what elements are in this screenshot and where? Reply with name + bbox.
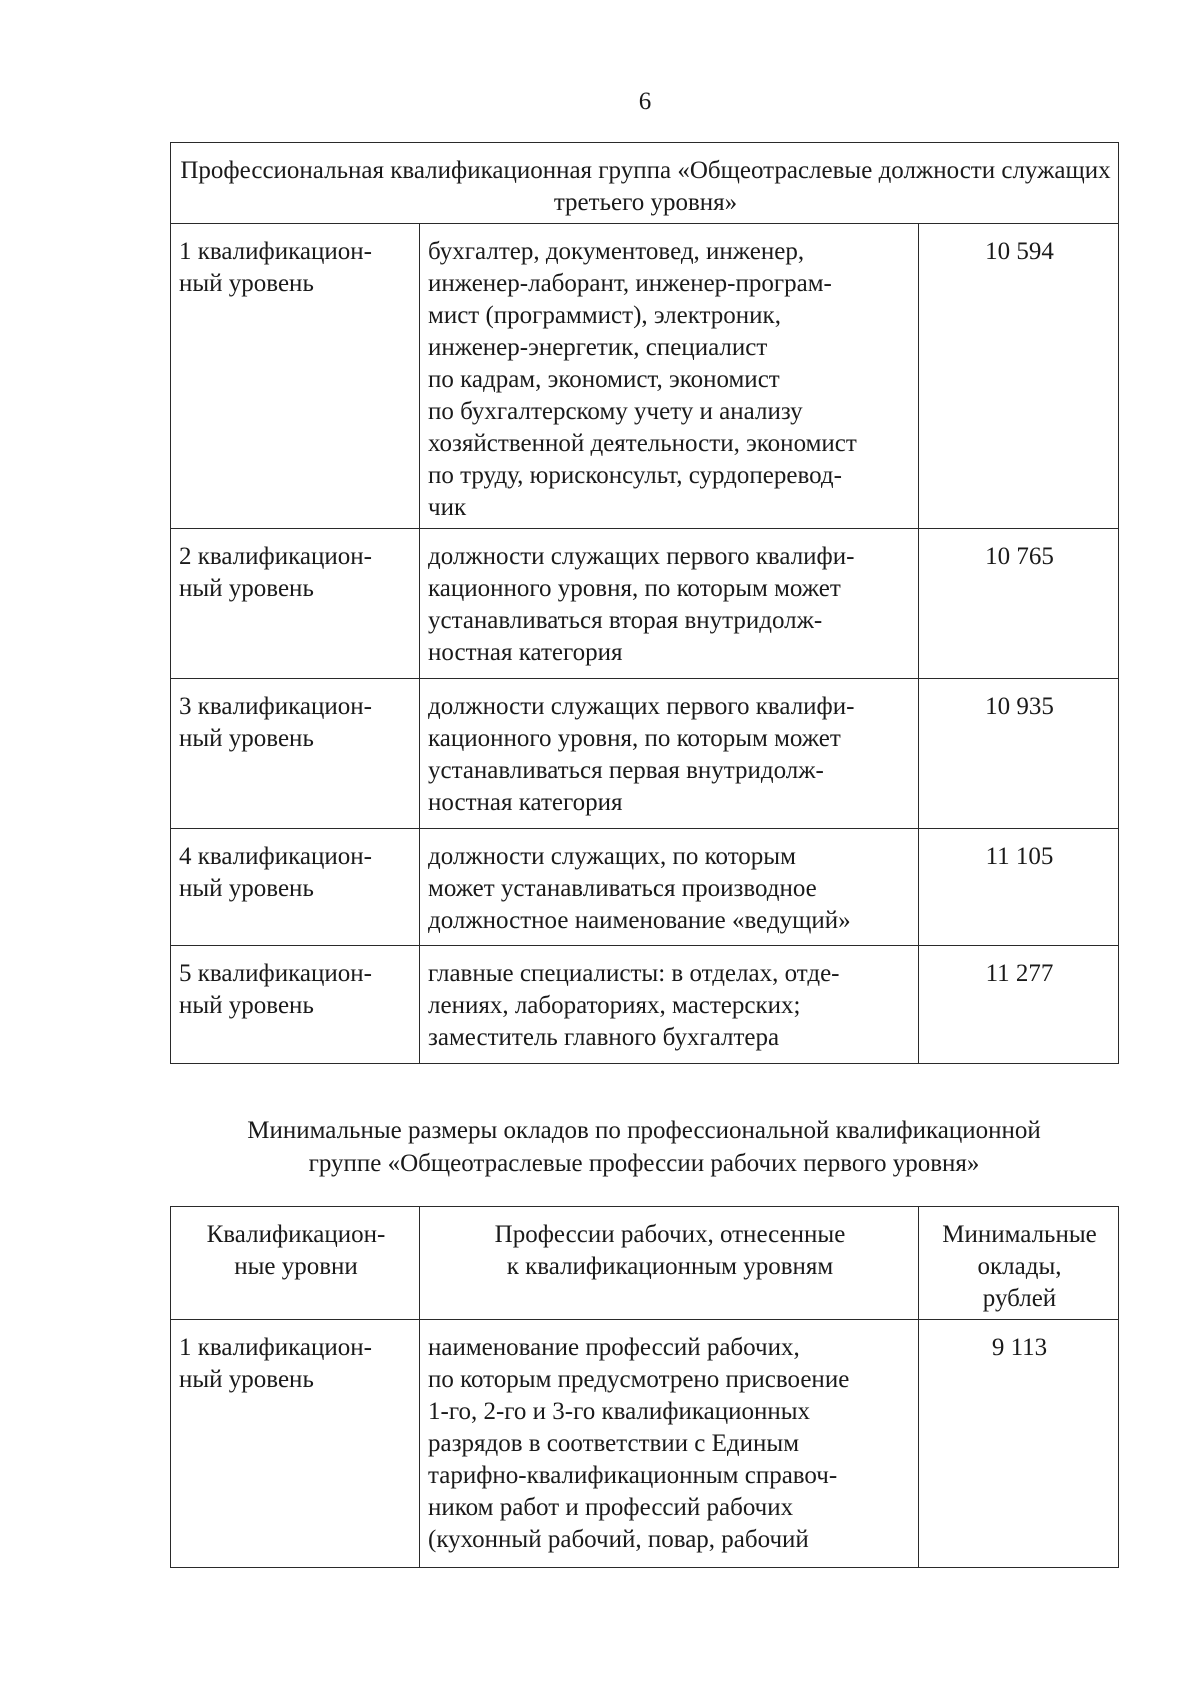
salary-cell: 11 105 — [919, 829, 1119, 946]
positions-cell: должности служащих, по которым может устанавливаться производное должностное наименование «ведущий» — [420, 829, 919, 946]
qualification-level-cell: 2 квалификацион- ный уровень — [171, 529, 420, 679]
qualification-level-cell: 1 квалификацион- ный уровень — [171, 1320, 420, 1568]
salary-cell: 10 765 — [919, 529, 1119, 679]
group-header-row — [171, 143, 1119, 224]
positions-cell: должности служащих первого квалифи- кационного уровня, по которым может устанавливаться первая внутридолж- ностная категория — [420, 679, 919, 829]
salary-cell: 10 594 — [919, 224, 1119, 529]
column-header-row — [171, 1207, 1119, 1320]
qualification-level-cell: 1 квалификацион- ный уровень — [171, 224, 420, 529]
column-header-levels: Квалификацион- ные уровни — [171, 1207, 420, 1320]
positions-cell: должности служащих первого квалифи- кационного уровня, по которым может устанавливаться вторая внутридолж- ностная категория — [420, 529, 919, 679]
table-row — [171, 224, 1119, 529]
positions-cell: бухгалтер, документовед, инженер, инженер-лаборант, инженер-програм- мист (программист), электроник, инженер-энергетик, специалист по кадрам, экономист, экономист по бухгалтерскому учету и анализу хозяйственной деятельности, экономист по труду, юрисконсульт, сурдоперевод- чик — [420, 224, 919, 529]
table-row — [171, 679, 1119, 829]
salary-cell: 11 277 — [919, 946, 1119, 1064]
column-header-professions: Профессии рабочих, отнесенные к квалификационным уровням — [420, 1207, 919, 1320]
positions-cell: главные специалисты: в отделах, отде- лениях, лабораториях, мастерских; заместитель главного бухгалтера — [420, 946, 919, 1064]
qualification-level-cell: 5 квалификацион- ный уровень — [171, 946, 420, 1064]
qualification-group-table-employees-level-3 — [170, 142, 1119, 1064]
qualification-level-cell: 4 квалификацион- ный уровень — [171, 829, 420, 946]
salary-cell: 9 113 — [919, 1320, 1119, 1568]
salary-cell: 10 935 — [919, 679, 1119, 829]
group-header-cell: Профессиональная квалификационная группа «Общеотраслевые должности служащих третьего уровня» — [171, 143, 1119, 224]
section-title: Минимальные размеры окладов по профессиональной квалификационной группе «Общеотраслевые профессии рабочих первого уровня» — [247, 1117, 1041, 1177]
qualification-level-cell: 3 квалификацион- ный уровень — [171, 679, 420, 829]
page-number: 6 — [638, 88, 652, 115]
table-row — [171, 946, 1119, 1064]
qualification-group-table-workers-level-1 — [170, 1206, 1119, 1568]
table-row — [171, 1320, 1119, 1568]
column-header-salary: Минимальные оклады, рублей — [919, 1207, 1119, 1320]
table-row — [171, 829, 1119, 946]
professions-cell: наименование профессий рабочих, по которым предусмотрено присвоение 1-го, 2-го и 3-го квалификационных разрядов в соответствии с Единым тарифно-квалификационным справоч- ником работ и профессий рабочих (кухонный рабочий, повар, рабочий — [420, 1320, 919, 1568]
table-row — [171, 529, 1119, 679]
